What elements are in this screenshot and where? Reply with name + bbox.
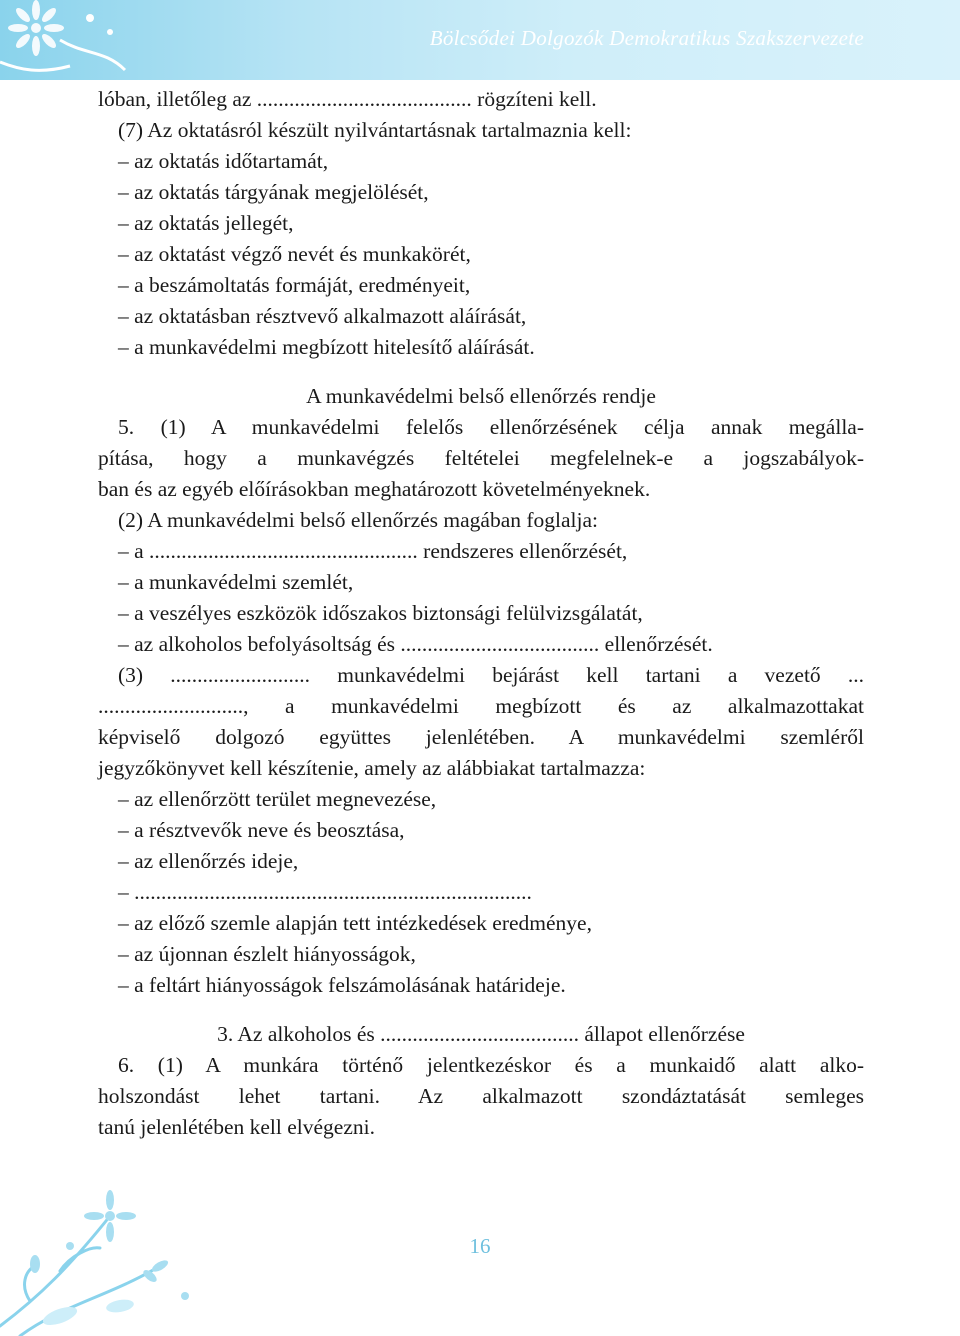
section-heading: 3. Az alkoholos és ..................................... állapot ellenőrzése [217,1022,745,1046]
paragraph-line: ..........................., a munkavédelmi megbízott és az alkalmazottakat [98,694,864,718]
list-item: – a veszélyes eszközök időszakos biztonsági felülvizsgálatát, [118,601,643,625]
section-heading: A munkavédelmi belső ellenőrzés rendje [306,384,656,408]
text-line: lóban, illetőleg az ........................................ rögzíteni kell. [98,87,597,111]
paragraph-line: (3) .......................... munkavédelmi bejárást kell tartani a vezető ... [118,663,864,687]
paragraph-line: (2) A munkavédelmi belső ellenőrzés magában foglalja: [118,508,599,532]
list-item: – az oktatás jellegét, [118,211,294,235]
paragraph-line: jegyzőkönyvet kell készítenie, amely az alábbiakat tartalmazza: [98,756,646,780]
list-item: – az oktatás tárgyának megjelölését, [118,180,429,204]
list-item: – .......................................................................... [118,880,532,904]
list-item: – a résztvevők neve és beosztása, [118,818,405,842]
list-item: – az ellenőrzött terület megnevezése, [118,787,437,811]
list-item: – a .................................................. rendszeres ellenőrzését, [118,539,628,563]
list-item: – a munkavédelmi megbízott hitelesítő aláírását. [118,335,535,359]
paragraph-line: holszondást lehet tartani. Az alkalmazott szondáztatását semleges [98,1084,864,1108]
paragraph-line: képviselő dolgozó együttes jelenlétében. A munkavédelmi szemléről [98,725,864,749]
paragraph-line: ban és az egyéb előírásokban meghatározott követelményeknek. [98,477,651,501]
header-title: Bölcsődei Dolgozók Demokratikus Szakszervezete [429,26,864,50]
paragraph-line: 6. (1) A munkára történő jelentkezéskor és a munkaidő alatt alko- [118,1053,864,1077]
list-item: – az újonnan észlelt hiányosságok, [118,942,416,966]
list-item: – az előző szemle alapján tett intézkedések eredménye, [118,911,592,935]
list-item: – a beszámoltatás formáját, eredményeit, [118,273,471,297]
list-item: – a munkavédelmi szemlét, [118,570,354,594]
text-line: (7) Az oktatásról készült nyilvántartásnak tartalmaznia kell: [118,118,632,142]
list-item: – az alkoholos befolyásoltság és ..................................... ellenőrzését. [118,632,713,656]
list-item: – az oktatás időtartamát, [118,149,329,173]
list-item: – az oktatásban résztvevő alkalmazott aláírását, [118,304,527,328]
list-item: – az ellenőrzés ideje, [118,849,299,873]
paragraph-line: 5. (1) A munkavédelmi felelős ellenőrzésének célja annak megálla- [118,415,864,439]
paragraph-line: pítása, hogy a munkavégzés feltételei megfelelnek-e a jogszabályok- [98,446,864,470]
page-body [98,84,864,1143]
flower-ornament-top [0,0,130,80]
paragraph-line: tanú jelenlétében kell elvégezni. [98,1115,375,1139]
page-number: 16 [469,1234,491,1258]
list-item: – az oktatást végző nevét és munkakörét, [118,242,471,266]
list-item: – a feltárt hiányosságok felszámolásának határideje. [118,973,566,997]
